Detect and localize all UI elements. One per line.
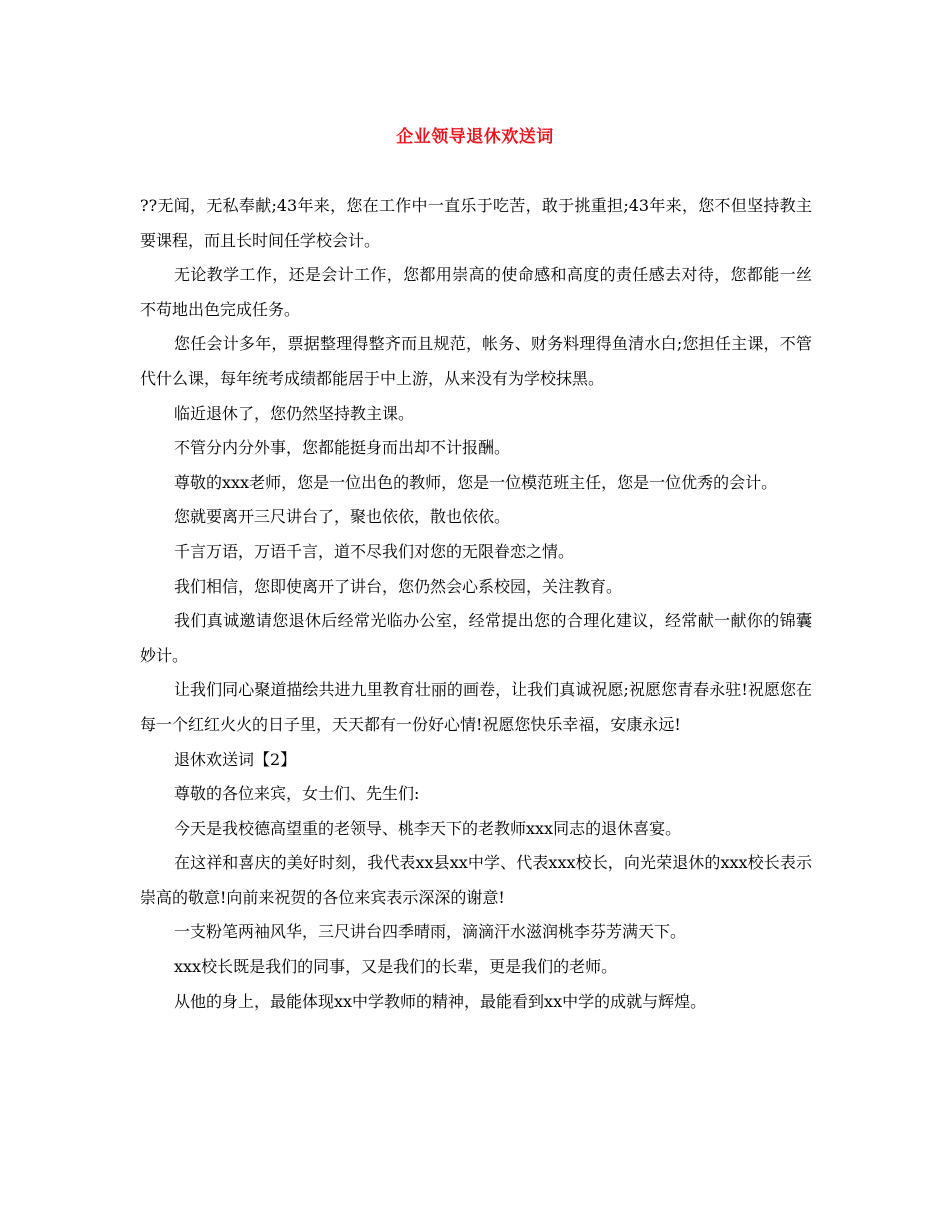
paragraph: 尊敬的各位来宾，女士们、先生们: — [174, 784, 420, 804]
paragraph: 在这祥和喜庆的美好时刻，我代表xx县xx中学、代表xxx校长，向光荣退休的xxx校长表示崇高的敬意!向前来祝贺的各位来宾表示深深的谢意! — [140, 853, 812, 907]
paragraph: ??无闻，无私奉献;43年来，您在工作中一直乐于吃苦，敢于挑重担;43年来，您不但坚持教主要课程，而且长时间任学校会计。 — [140, 196, 812, 250]
document-body — [140, 189, 812, 1019]
paragraph: 今天是我校德高望重的老领导、桃李天下的老教师xxx同志的退休喜宴。 — [174, 818, 682, 838]
paragraph: 让我们同心聚道描绘共进九里教育壮丽的画卷，让我们真诚祝愿;祝愿您青春永驻!祝愿您在每一个红红火火的日子里，天天都有一份好心情!祝愿您快乐幸福，安康永远! — [140, 680, 812, 734]
paragraph: 您就要离开三尺讲台了，聚也依依，散也依依。 — [174, 507, 511, 527]
paragraph: 从他的身上，最能体现xx中学教师的精神，最能看到xx中学的成就与辉煌。 — [174, 991, 707, 1011]
paragraph: 千言万语，万语千言，道不尽我们对您的无限眷恋之情。 — [174, 541, 575, 561]
paragraph: 临近退休了，您仍然坚持教主课。 — [174, 403, 415, 423]
paragraph: 我们相信，您即使离开了讲台，您仍然会心系校园，关注教育。 — [174, 576, 623, 596]
paragraph: 我们真诚邀请您退休后经常光临办公室，经常提出您的合理化建议，经常献一献你的锦囊妙计。 — [140, 611, 812, 665]
paragraph: xxx校长既是我们的同事，又是我们的长辈，更是我们的老师。 — [174, 957, 618, 977]
paragraph: 尊敬的xxx老师，您是一位出色的教师，您是一位模范班主任，您是一位优秀的会计。 — [174, 472, 778, 492]
paragraph: 退休欢送词【2】 — [174, 749, 297, 769]
paragraph: 一支粉笔两袖风华，三尺讲台四季晴雨，滴滴汗水滋润桃李芬芳满天下。 — [174, 922, 687, 942]
document-title: 企业领导退休欢送词 — [396, 127, 554, 147]
paragraph: 无论教学工作，还是会计工作，您都用崇高的使命感和高度的责任感去对待，您都能一丝不苟地出色完成任务。 — [140, 265, 812, 319]
paragraph: 您任会计多年，票据整理得整齐而且规范，帐务、财务料理得鱼清水白;您担任主课，不管代什么课，每年统考成绩都能居于中上游，从来没有为学校抹黑。 — [140, 334, 812, 388]
paragraph: 不管分内分外事，您都能挺身而出却不计报酬。 — [174, 438, 511, 458]
